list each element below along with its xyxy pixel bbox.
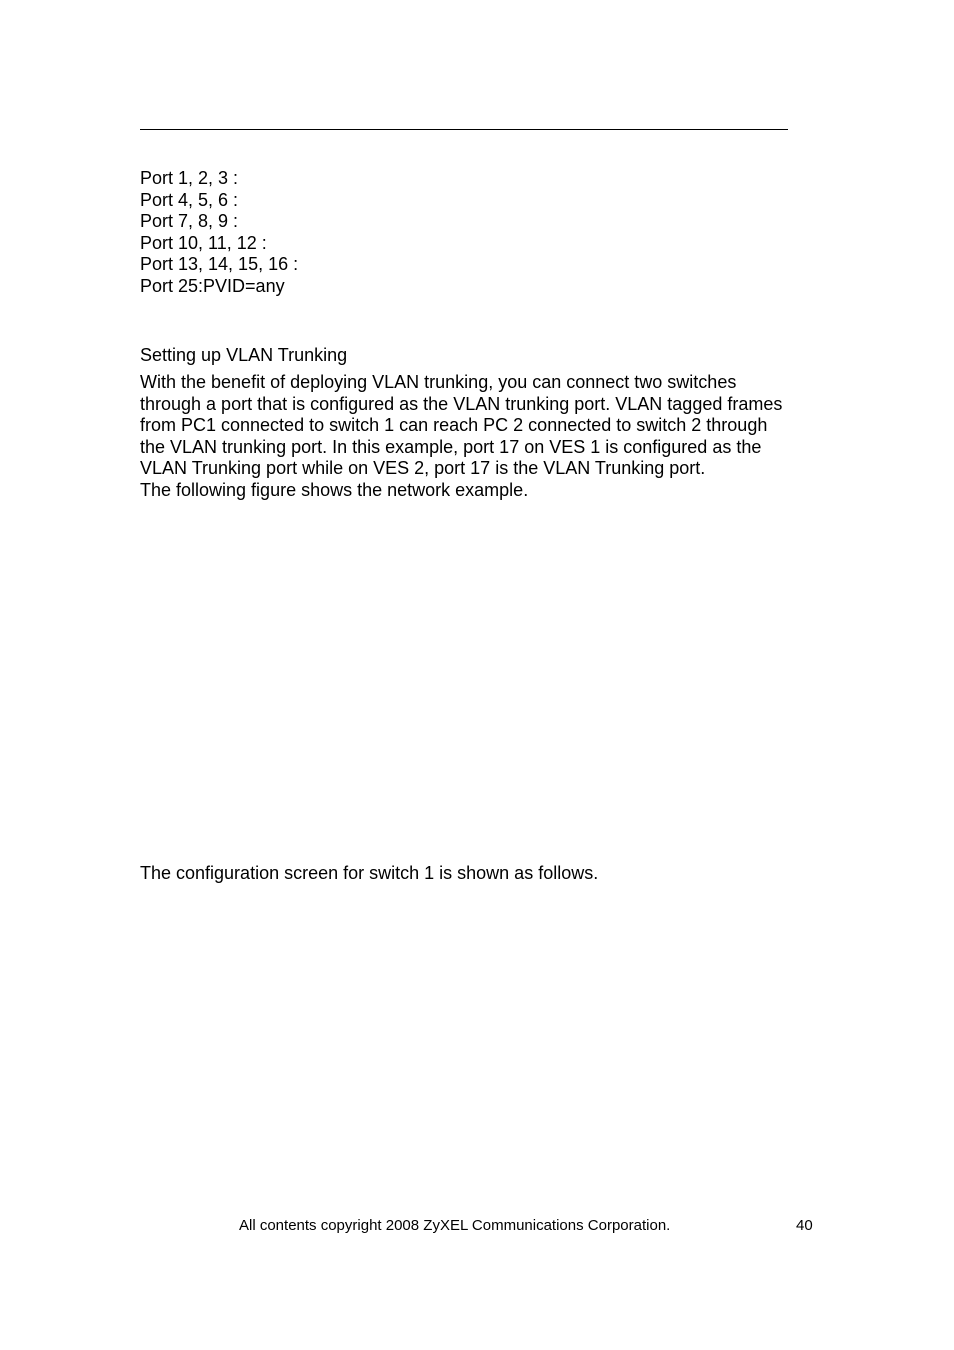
paragraph-line: VLAN Trunking port while on VES 2, port 17 is the VLAN Trunking port. bbox=[140, 458, 706, 479]
port-line: Port 7, 8, 9 : bbox=[140, 211, 239, 232]
config-caption: The configuration screen for switch 1 is shown as follows. bbox=[140, 863, 599, 883]
paragraph-line: With the benefit of deploying VLAN trunking, you can connect two switches bbox=[140, 372, 737, 392]
paragraph-line: the VLAN trunking port. In this example, port 17 on VES 1 is configured as the bbox=[140, 436, 762, 457]
port-line: Port 13, 14, 15, 16 : bbox=[140, 254, 299, 275]
port-line: Port 4, 5, 6 : bbox=[140, 189, 239, 210]
paragraph-line: The following figure shows the network example. bbox=[140, 479, 529, 500]
port-list bbox=[140, 168, 298, 298]
page-number: 40 bbox=[796, 1217, 813, 1234]
header-rule bbox=[140, 129, 788, 130]
section-paragraph bbox=[140, 372, 782, 502]
port-line: Port 1, 2, 3 : bbox=[140, 168, 239, 188]
footer-copyright: All contents copyright 2008 ZyXEL Communications Corporation. bbox=[239, 1217, 671, 1234]
port-line: Port 10, 11, 12 : bbox=[140, 232, 267, 253]
port-line: Port 25:PVID=any bbox=[140, 275, 285, 296]
paragraph-line: through a port that is configured as the VLAN trunking port. VLAN tagged frames bbox=[140, 393, 783, 414]
paragraph-line: from PC1 connected to switch 1 can reach PC 2 connected to switch 2 through bbox=[140, 415, 768, 436]
section-heading: Setting up VLAN Trunking bbox=[140, 345, 348, 365]
